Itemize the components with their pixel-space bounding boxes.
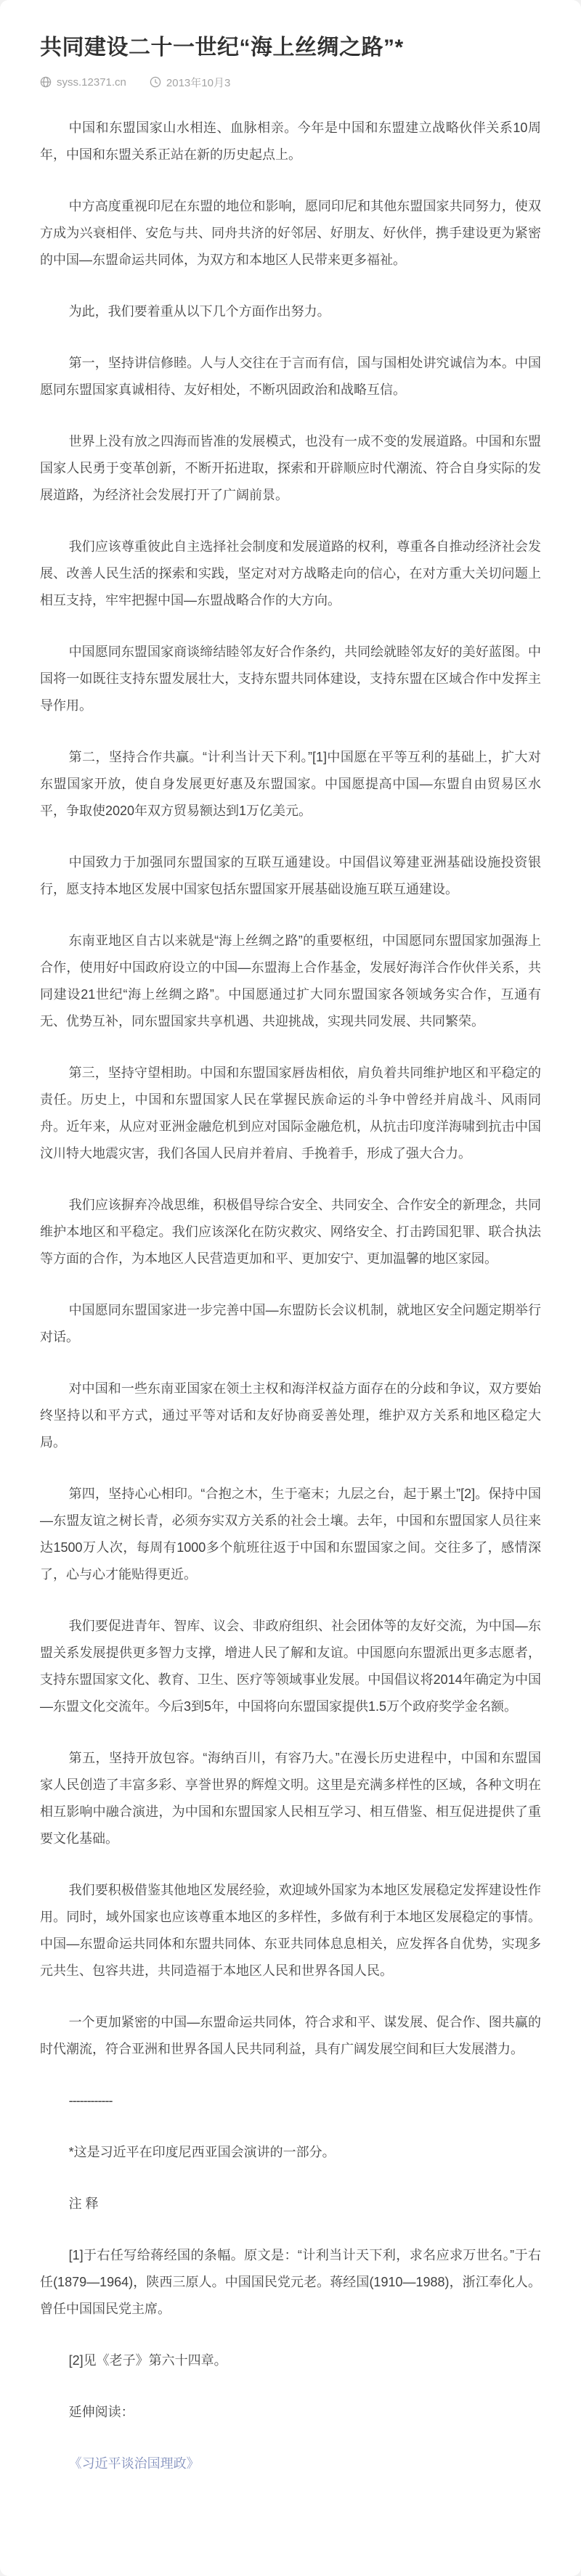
notes-heading: 注 释 — [68, 2196, 99, 2211]
globe-icon — [40, 76, 57, 88]
paragraph: 中国愿同东盟国家商谈缔结睦邻友好合作条约，共同绘就睦邻友好的美好蓝图。中国将一如既往支持东盟发展壮大，支持东盟共同体建设，支持东盟在区域合作中发挥主导作用。 — [40, 644, 541, 713]
paragraph: 第五，坚持开放包容。“海纳百川，有容乃大。”在漫长历史进程中，中国和东盟国家人民创造了丰富多彩、享誉世界的辉煌文明。这里是充满多样性的区域，各种文明在相互影响中融合演进，为中国和东盟国家人民相互学习、相互借鉴、相互促进提供了重要文化基础。 — [40, 1750, 541, 1846]
extended-reading-link[interactable]: 《习近平谈治国理政》 — [68, 2456, 200, 2471]
paragraph: 我们应该尊重彼此自主选择社会制度和发展道路的权利，尊重各自推动经济社会发展、改善人民生活的探索和实践，坚定对对方战略走向的信心，在对方重大关切问题上相互支持，牢牢把握中国—东盟战略合作的大方向。 — [40, 539, 541, 608]
paragraph: 第四，坚持心心相印。“合抱之木，生于毫末；九层之台，起于累土”[2]。保持中国—东盟友谊之树长青，必须夯实双方关系的社会土壤。去年，中国和东盟国家人员往来达1500万人次，每周有1000多个航班往返于中国和东盟国家之间。交往多了，感情深了，心与心才能贴得更近。 — [40, 1486, 541, 1582]
paragraph: 一个更加紧密的中国—东盟命运共同体，符合求和平、谋发展、促合作、图共赢的时代潮流，符合亚洲和世界各国人民共同利益，具有广阔发展空间和巨大发展潜力。 — [40, 2014, 541, 2056]
meta-date-text: 2013年10月3 — [166, 76, 231, 89]
paragraph: 第二，坚持合作共赢。“计利当计天下利。”[1]中国愿在平等互利的基础上，扩大对东盟国家开放，使自身发展更好惠及东盟国家。中国愿提高中国—东盟自由贸易区水平，争取使2020年双方贸易额达到1万亿美元。 — [40, 749, 541, 818]
extended-reading-paragraph — [40, 2450, 541, 2477]
footnote: *这是习近平在印度尼西亚国会演讲的一部分。 — [68, 2144, 336, 2159]
paragraph-list — [40, 115, 541, 2063]
notes-list — [40, 2242, 541, 2374]
meta-source-text: syss.12371.cn — [57, 75, 126, 89]
article-meta — [40, 75, 541, 90]
article-body — [40, 115, 541, 2477]
paragraph: 中国致力于加强同东盟国家的互联互通建设。中国倡议筹建亚洲基础设施投资银行，愿支持本地区发展中国家包括东盟国家开展基础设施互联互通建设。 — [40, 854, 541, 896]
paragraph: 第一，坚持讲信修睦。人与人交往在于言而有信，国与国相处讲究诚信为本。中国愿同东盟国家真诚相待、友好相处，不断巩固政治和战略互信。 — [40, 355, 541, 397]
note-item: [1]于右任写给蒋经国的条幅。原文是：“计利当计天下利，求名应求万世名。”于右任(1879—1964)，陕西三原人。中国国民党元老。蒋经国(1910—1988)，浙江奉化人。曾任中国国民党主席。 — [40, 2247, 541, 2316]
meta-source — [40, 76, 126, 89]
meta-date — [150, 75, 230, 90]
note-item: [2]见《老子》第六十四章。 — [68, 2352, 227, 2368]
paragraph: 我们应该摒弃冷战思维，积极倡导综合安全、共同安全、合作安全的新理念，共同维护本地区和平稳定。我们应该深化在防灾救灾、网络安全、打击跨国犯罪、联合执法等方面的合作，为本地区人民营造更加和平、更加安宁、更加温馨的地区家园。 — [40, 1197, 541, 1266]
footnote-divider: ------------ — [68, 2093, 113, 2108]
paragraph: 对中国和一些东南亚国家在领土主权和海洋权益方面存在的分歧和争议，双方要始终坚持以和平方式，通过平等对话和友好协商妥善处理，维护双方关系和地区稳定大局。 — [40, 1381, 541, 1449]
extended-reading-label: 延伸阅读： — [68, 2404, 134, 2419]
paragraph: 第三，坚持守望相助。中国和东盟国家唇齿相依，肩负着共同维护地区和平稳定的责任。历史上，中国和东盟国家人民在掌握民族命运的斗争中曾经并肩战斗、风雨同舟。近年来，从应对亚洲金融危机到应对国际金融危机，从抗击印度洋海啸到抗击中国汶川特大地震灾害，我们各国人民肩并着肩、手挽着手，形成了强大合力。 — [40, 1065, 541, 1161]
paragraph: 世界上没有放之四海而皆准的发展模式，也没有一成不变的发展道路。中国和东盟国家人民勇于变革创新，不断开拓进取，探索和开辟顺应时代潮流、符合自身实际的发展道路，为经济社会发展打开了广阔前景。 — [40, 433, 541, 502]
paragraph: 中国愿同东盟国家进一步完善中国—东盟防长会议机制，就地区安全问题定期举行对话。 — [40, 1302, 541, 1344]
paragraph: 中国和东盟国家山水相连、血脉相亲。今年是中国和东盟建立战略伙伴关系10周年，中国和东盟关系正站在新的历史起点上。 — [40, 120, 541, 162]
paragraph: 我们要促进青年、智库、议会、非政府组织、社会团体等的友好交流，为中国—东盟关系发展提供更多智力支撑，增进人民了解和友谊。中国愿向东盟派出更多志愿者，支持东盟国家文化、教育、卫生、医疗等领域事业发展。中国倡议将2014年确定为中国—东盟文化交流年。今后3到5年，中国将向东盟国家提供1.5万个政府奖学金名额。 — [40, 1618, 541, 1714]
paragraph: 我们要积极借鉴其他地区发展经验，欢迎域外国家为本地区发展稳定发挥建设性作用。同时，域外国家也应该尊重本地区的多样性，多做有利于本地区发展稳定的事情。中国—东盟命运共同体和东盟共同体、东亚共同体息息相关，应发挥各自优势，实现多元共生、包容共进，共同造福于本地区人民和世界各国人民。 — [40, 1882, 541, 1978]
page-title: 共同建设二十一世纪“海上丝绸之路”* — [40, 36, 404, 60]
paragraph: 东南亚地区自古以来就是“海上丝绸之路”的重要枢纽，中国愿同东盟国家加强海上合作，使用好中国政府设立的中国—东盟海上合作基金，发展好海洋合作伙伴关系，共同建设21世纪“海上丝绸之路”。中国愿通过扩大同东盟国家各领域务实合作，互通有无、优势互补，同东盟国家共享机遇、共迎挑战，实现共同发展、共同繁荣。 — [40, 933, 541, 1029]
paragraph: 中方高度重视印尼在东盟的地位和影响，愿同印尼和其他东盟国家共同努力，使双方成为兴衰相伴、安危与共、同舟共济的好邻居、好朋友、好伙伴，携手建设更为紧密的中国—东盟命运共同体，为双方和本地区人民带来更多福祉。 — [40, 198, 541, 267]
paragraph: 为此，我们要着重从以下几个方面作出努力。 — [68, 303, 330, 319]
clock-icon — [150, 76, 166, 88]
